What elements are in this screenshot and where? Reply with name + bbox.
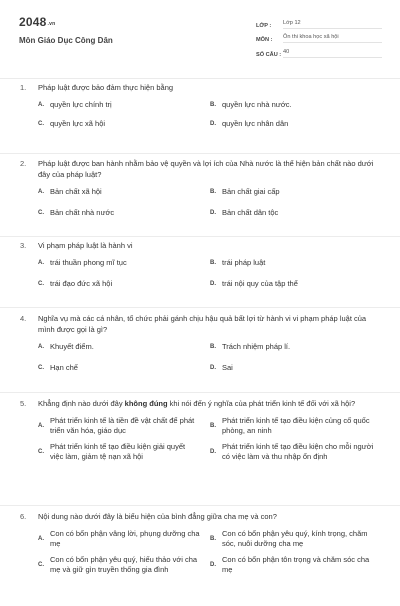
option-letter: C. xyxy=(38,562,44,568)
option-text: Con có bổn phận yêu quý, kính trọng, chăm sóc, nuôi dưỡng cha mẹ xyxy=(222,529,368,548)
option-c[interactable] xyxy=(38,555,210,575)
option-d[interactable] xyxy=(210,208,382,218)
question xyxy=(0,80,400,154)
option-b[interactable] xyxy=(210,529,382,549)
option-grid xyxy=(0,342,400,373)
option-c[interactable] xyxy=(38,119,210,129)
option-grid xyxy=(0,187,400,218)
option-text: trái đạo đức xã hội xyxy=(50,279,113,288)
option-d[interactable] xyxy=(210,363,382,373)
question-number: 3. xyxy=(20,241,27,250)
option-letter: A. xyxy=(38,344,44,350)
option-letter: A. xyxy=(38,260,44,266)
option-letter: D. xyxy=(210,210,216,216)
question-text xyxy=(38,511,380,522)
option-a[interactable] xyxy=(38,529,210,549)
option-text: Phát triển kinh tế tạo điều kiện giải quyết việc làm, giảm tệ nạn xã hội xyxy=(50,442,186,461)
option-letter: B. xyxy=(210,260,216,266)
option-c[interactable] xyxy=(38,363,210,373)
option-grid xyxy=(0,258,400,289)
site-logo[interactable] xyxy=(19,15,55,29)
question-number: 6. xyxy=(20,512,27,521)
meta-row-subject xyxy=(256,29,382,44)
option-text: Bản chất xã hội xyxy=(50,187,102,196)
option-text: trái nội quy của tập thể xyxy=(222,279,298,288)
question xyxy=(0,237,400,308)
question-stem xyxy=(0,237,400,251)
option-b[interactable] xyxy=(210,100,382,110)
option-text: quyền lực nhà nước. xyxy=(222,100,292,109)
option-c[interactable] xyxy=(38,208,210,218)
question xyxy=(0,154,400,237)
option-letter: A. xyxy=(38,536,44,542)
question xyxy=(0,308,400,393)
option-text: Bản chất giai cấp xyxy=(222,187,280,196)
question-stem xyxy=(0,308,400,335)
option-letter: C. xyxy=(38,449,44,455)
option-letter: B. xyxy=(210,536,216,542)
option-b[interactable] xyxy=(210,258,382,268)
option-a[interactable] xyxy=(38,100,210,110)
option-b[interactable] xyxy=(210,187,382,197)
option-d[interactable] xyxy=(210,119,382,129)
option-letter: D. xyxy=(210,562,216,568)
option-text: Con có bổn phận yêu quý, hiếu thảo với cha mẹ và giữ gìn truyền thống gia đình xyxy=(50,555,198,574)
option-text: Bản chất nhà nước xyxy=(50,208,115,217)
question-text xyxy=(38,398,380,409)
question-text-part: Vi phạm pháp luật là hành vi xyxy=(38,241,133,250)
meta-value: Ôn thi khoa học xã hội xyxy=(283,34,382,43)
question-text-part: Pháp luật được bảo đảm thực hiện bằng xyxy=(38,83,174,92)
question-number: 2. xyxy=(20,159,27,168)
option-text: Phát triển kinh tế tạo điều kiện cho mỗi người có việc làm và thu nhập ổn định xyxy=(222,442,374,461)
question-text-part: Nội dung nào dưới đây là biểu hiện của bình đẳng giữa cha mẹ và con? xyxy=(38,512,277,521)
question-stem xyxy=(0,506,400,522)
option-a[interactable] xyxy=(38,187,210,197)
exam-header xyxy=(0,0,400,74)
logo-main: 2048 xyxy=(19,15,47,29)
question-stem xyxy=(0,393,400,409)
question-number: 5. xyxy=(20,399,27,408)
option-letter: B. xyxy=(210,189,216,195)
question-text-part: Nghĩa vụ mà các cá nhân, tổ chức phải gánh chịu hậu quả bất lợi từ hành vi vi phạm pháp luật của mình được gọi là gì? xyxy=(38,314,367,334)
meta-label: MÔN : xyxy=(256,37,273,43)
meta-value: 40 xyxy=(283,49,382,58)
option-letter: C. xyxy=(38,281,44,287)
option-text: Con có bổn phận vâng lời, phụng dưỡng cha mẹ xyxy=(50,529,200,548)
question-stem xyxy=(0,154,400,180)
option-text: trái pháp luật xyxy=(222,258,266,267)
header-divider xyxy=(0,78,400,79)
question xyxy=(0,393,400,506)
question-text xyxy=(38,313,380,335)
question-list xyxy=(0,80,400,606)
meta-label: SỐ CÂU : xyxy=(256,51,282,58)
option-letter: C. xyxy=(38,210,44,216)
subject-title: Môn Giáo Dục Công Dân xyxy=(19,36,113,45)
option-b[interactable] xyxy=(210,342,382,352)
option-a[interactable] xyxy=(38,416,210,436)
question-text-part: Khẳng định nào dưới đây xyxy=(38,399,125,408)
question-text-part: khi nói đến ý nghĩa của phát triển kinh tế đối với xã hội? xyxy=(167,399,356,408)
option-d[interactable] xyxy=(210,555,382,575)
option-text: Phát triển kinh tế là tiền đề vật chất để phát triển văn hóa, giáo dục xyxy=(50,416,195,435)
question-number: 4. xyxy=(20,314,27,323)
question-text xyxy=(38,240,380,251)
question-text xyxy=(38,82,380,93)
question-stem xyxy=(0,80,400,93)
question-text xyxy=(38,158,380,180)
option-letter: C. xyxy=(38,121,44,127)
option-text: Trách nhiệm pháp lí. xyxy=(222,342,291,351)
option-text: Bản chất dân tộc xyxy=(222,208,279,217)
option-a[interactable] xyxy=(38,258,210,268)
option-letter: A. xyxy=(38,189,44,195)
option-text: Phát triển kinh tế tạo điều kiện củng cố quốc phòng, an ninh xyxy=(222,416,370,435)
option-grid xyxy=(0,529,400,575)
logo-suffix: .vn xyxy=(47,21,56,27)
meta-row-class xyxy=(256,14,382,29)
option-grid xyxy=(0,100,400,129)
option-d[interactable] xyxy=(210,279,382,289)
question xyxy=(0,506,400,606)
option-c[interactable] xyxy=(38,279,210,289)
option-text: Sai xyxy=(222,363,233,372)
option-letter: B. xyxy=(210,344,216,350)
option-a[interactable] xyxy=(38,342,210,352)
meta-label: LỚP : xyxy=(256,22,272,29)
option-text: quyền lực chính trị xyxy=(50,100,112,109)
option-letter: D. xyxy=(210,121,216,127)
option-letter: D. xyxy=(210,449,216,455)
option-text: quyền lực nhân dân xyxy=(222,119,289,128)
option-letter: A. xyxy=(38,423,44,429)
option-letter: A. xyxy=(38,102,44,108)
option-letter: B. xyxy=(210,102,216,108)
option-letter: C. xyxy=(38,365,44,371)
question-text-emphasis: không đúng xyxy=(124,399,168,408)
option-text: Hạn chế xyxy=(50,363,78,372)
option-text: quyền lực xã hội xyxy=(50,119,106,128)
question-number: 1. xyxy=(20,83,27,92)
option-d[interactable] xyxy=(210,442,382,462)
option-b[interactable] xyxy=(210,416,382,436)
option-letter: B. xyxy=(210,423,216,429)
option-letter: D. xyxy=(210,365,216,371)
option-c[interactable] xyxy=(38,442,210,462)
question-text-part: Pháp luật được ban hành nhằm bảo vệ quyền và lợi ích của Nhà nước là thể hiện bản chất nào dưới đây của pháp luật? xyxy=(38,159,374,179)
option-grid xyxy=(0,416,400,462)
exam-meta xyxy=(256,14,382,58)
option-text: Con có bổn phận tôn trọng và chăm sóc cha mẹ xyxy=(222,555,370,574)
meta-row-count xyxy=(256,43,382,58)
option-text: Khuyết điểm. xyxy=(50,342,94,351)
meta-value: Lớp 12 xyxy=(283,20,382,29)
option-letter: D. xyxy=(210,281,216,287)
option-text: trái thuần phong mĩ tục xyxy=(50,258,127,267)
